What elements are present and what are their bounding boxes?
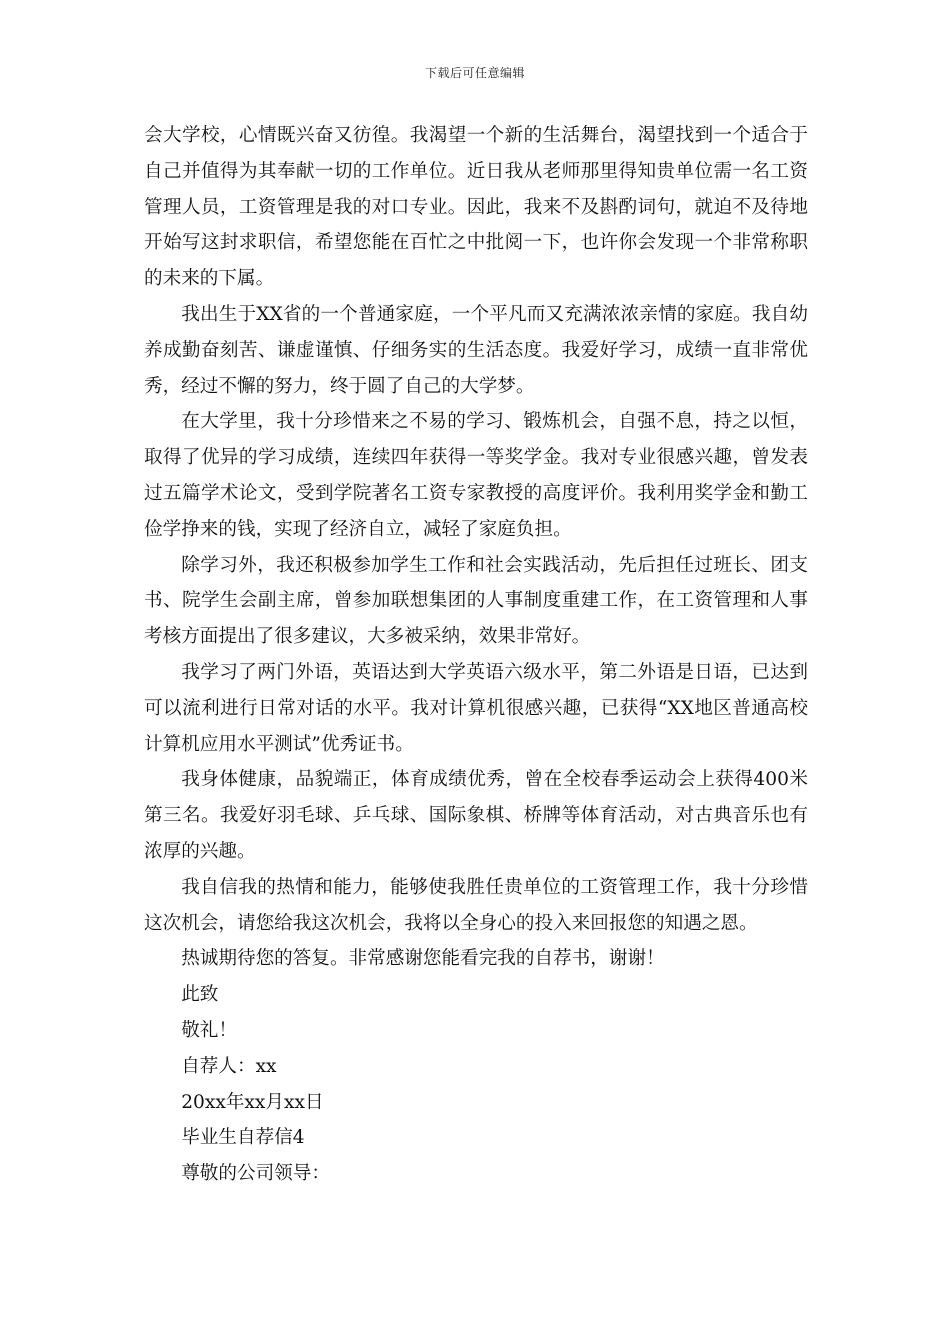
next-letter-greeting: 尊敬的公司领导：: [181, 1163, 330, 1185]
paragraph-health: 我身体健康，品貌端正，体育成绩优秀，曾在全校春季运动会上获得400米第三名。我爱好羽毛球、乒乓球、国际象棋、桥牌等体育活动，对古典音乐也有浓厚的兴趣。: [144, 769, 808, 862]
paragraph-thanks: 热诚期待您的答复。非常感谢您能看完我的自荐书，谢谢！: [181, 948, 665, 970]
salutation-2: 敬礼！: [181, 1019, 237, 1041]
next-letter-title: 毕业生自荐信4: [181, 1127, 305, 1149]
paragraph-activities: 除学习外，我还积极参加学生工作和社会实践活动，先后担任过班长、团支书、院学生会副主席，曾参加联想集团的人事制度重建工作，在工资管理和人事考核方面提出了很多建议，大多被采纳，效果非常好。: [144, 554, 808, 648]
paragraph-languages: 我学习了两门外语，英语达到大学英语六级水平，第二外语是日语，已达到可以流利进行日常对话的水平。我对计算机很感兴趣，已获得“XX地区普通高校计算机应用水平测试”优秀证书。: [144, 661, 808, 755]
paragraph-confidence: 我自信我的热情和能力，能够使我胜任贵单位的工资管理工作，我十分珍惜这次机会，请您给我这次机会，我将以全身心的投入来回报您的知遇之恩。: [144, 876, 808, 934]
salutation-1: 此致: [181, 984, 219, 1006]
paragraph-background: 我出生于XX省的一个普通家庭，一个平凡而又充满浓浓亲情的家庭。我自幼养成勤奋刻苦、谦虚谨慎、仔细务实的生活态度。我爱好学习，成绩一直非常优秀，经过不懈的努力，终于圆了自己的大学梦。: [144, 303, 808, 397]
paragraph-intro: 会大学校，心情既兴奋又彷徨。我渴望一个新的生活舞台，渴望找到一个适合于自己并值得为其奉献一切的工作单位。近日我从老师那里得知贵单位需一名工资管理人员，工资管理是我的对口专业。因此，我来不及斟酌词句，就迫不及待地开始写这封求职信，希望您能在百忙之中批阅一下，也许你会发现一个非常称职的未来的下属。: [144, 125, 808, 290]
header-note: 下载后可任意编辑: [424, 66, 525, 80]
signer-line: 自荐人：xx: [181, 1055, 277, 1077]
letter-body: [144, 118, 808, 1192]
paragraph-university: 在大学里，我十分珍惜来之不易的学习、锻炼机会，自强不息，持之以恒，取得了优异的学习成绩，连续四年获得一等奖学金。我对专业很感兴趣，曾发表过五篇学术论文，受到学院著名工资专家教授的高度评价。我利用奖学金和勤工俭学挣来的钱，实现了经济自立，减轻了家庭负担。: [144, 411, 808, 540]
date-line: 20xx年xx月xx日: [181, 1091, 324, 1113]
